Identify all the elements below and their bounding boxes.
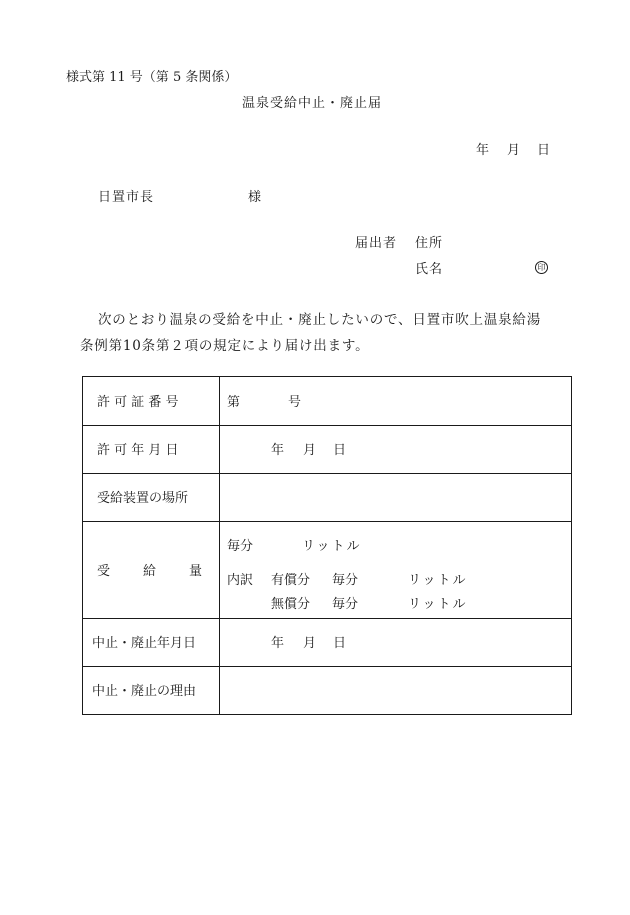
supply-amount-label-2: 給 [143,564,157,579]
liters-label: リットル [302,539,362,554]
address-label: 住所 [415,236,444,251]
row-stop-reason [83,667,571,714]
permit-date-year: 年 [271,443,285,458]
date-month-label: 月 [507,143,521,158]
supply-amount-label-1: 受 [97,564,111,579]
permit-number-label: 許 可 証 番 号 [97,395,179,410]
paid-label: 有償分 [271,573,311,588]
name-label: 氏名 [415,262,444,277]
stop-date-year: 年 [271,636,285,651]
liters-paid-label: リットル [408,573,468,588]
seal-icon: 印 [535,261,548,274]
row-stop-date [83,619,571,667]
stop-date-month: 月 [303,636,317,651]
document-title: 温泉受給中止・廃止届 [242,96,383,111]
free-label: 無償分 [271,597,311,612]
permit-date-label: 許 可 年 月 日 [97,443,179,458]
body-line-2: 条例第10条第２項の規定により届け出ます。 [80,338,370,354]
row-supply-amount [83,522,571,619]
breakdown-label: 内訳 [227,573,254,588]
permit-date-day: 日 [333,443,347,458]
liters-free-label: リットル [408,597,468,612]
device-location-label: 受給装置の場所 [97,491,189,506]
per-minute-free-label: 毎分 [332,597,359,612]
body-line-1: 次のとおり温泉の受給を中止・廃止したいので、日置市吹上温泉給湯 [98,312,542,328]
permit-number-prefix: 第 [227,395,241,410]
row-permit-number [83,377,571,426]
form-number: 様式第 11 号（第 5 条関係） [66,70,238,85]
addressee-honorific: 様 [248,190,262,205]
date-year-label: 年 [476,143,490,158]
body-paragraph [80,307,580,359]
stop-date-day: 日 [333,636,347,651]
row-permit-date [83,426,571,474]
permit-date-month: 月 [303,443,317,458]
applicant-label: 届出者 [355,236,398,251]
form-table [82,376,572,715]
stop-date-label: 中止・廃止年月日 [92,636,197,651]
date-day-label: 日 [537,143,551,158]
addressee-name: 日置市長 [98,190,155,205]
per-minute-label: 毎分 [227,539,254,554]
per-minute-paid-label: 毎分 [332,573,359,588]
permit-number-suffix: 号 [288,395,302,410]
row-device-location [83,474,571,522]
supply-amount-label-3: 量 [189,564,203,579]
stop-reason-label: 中止・廃止の理由 [92,684,197,699]
